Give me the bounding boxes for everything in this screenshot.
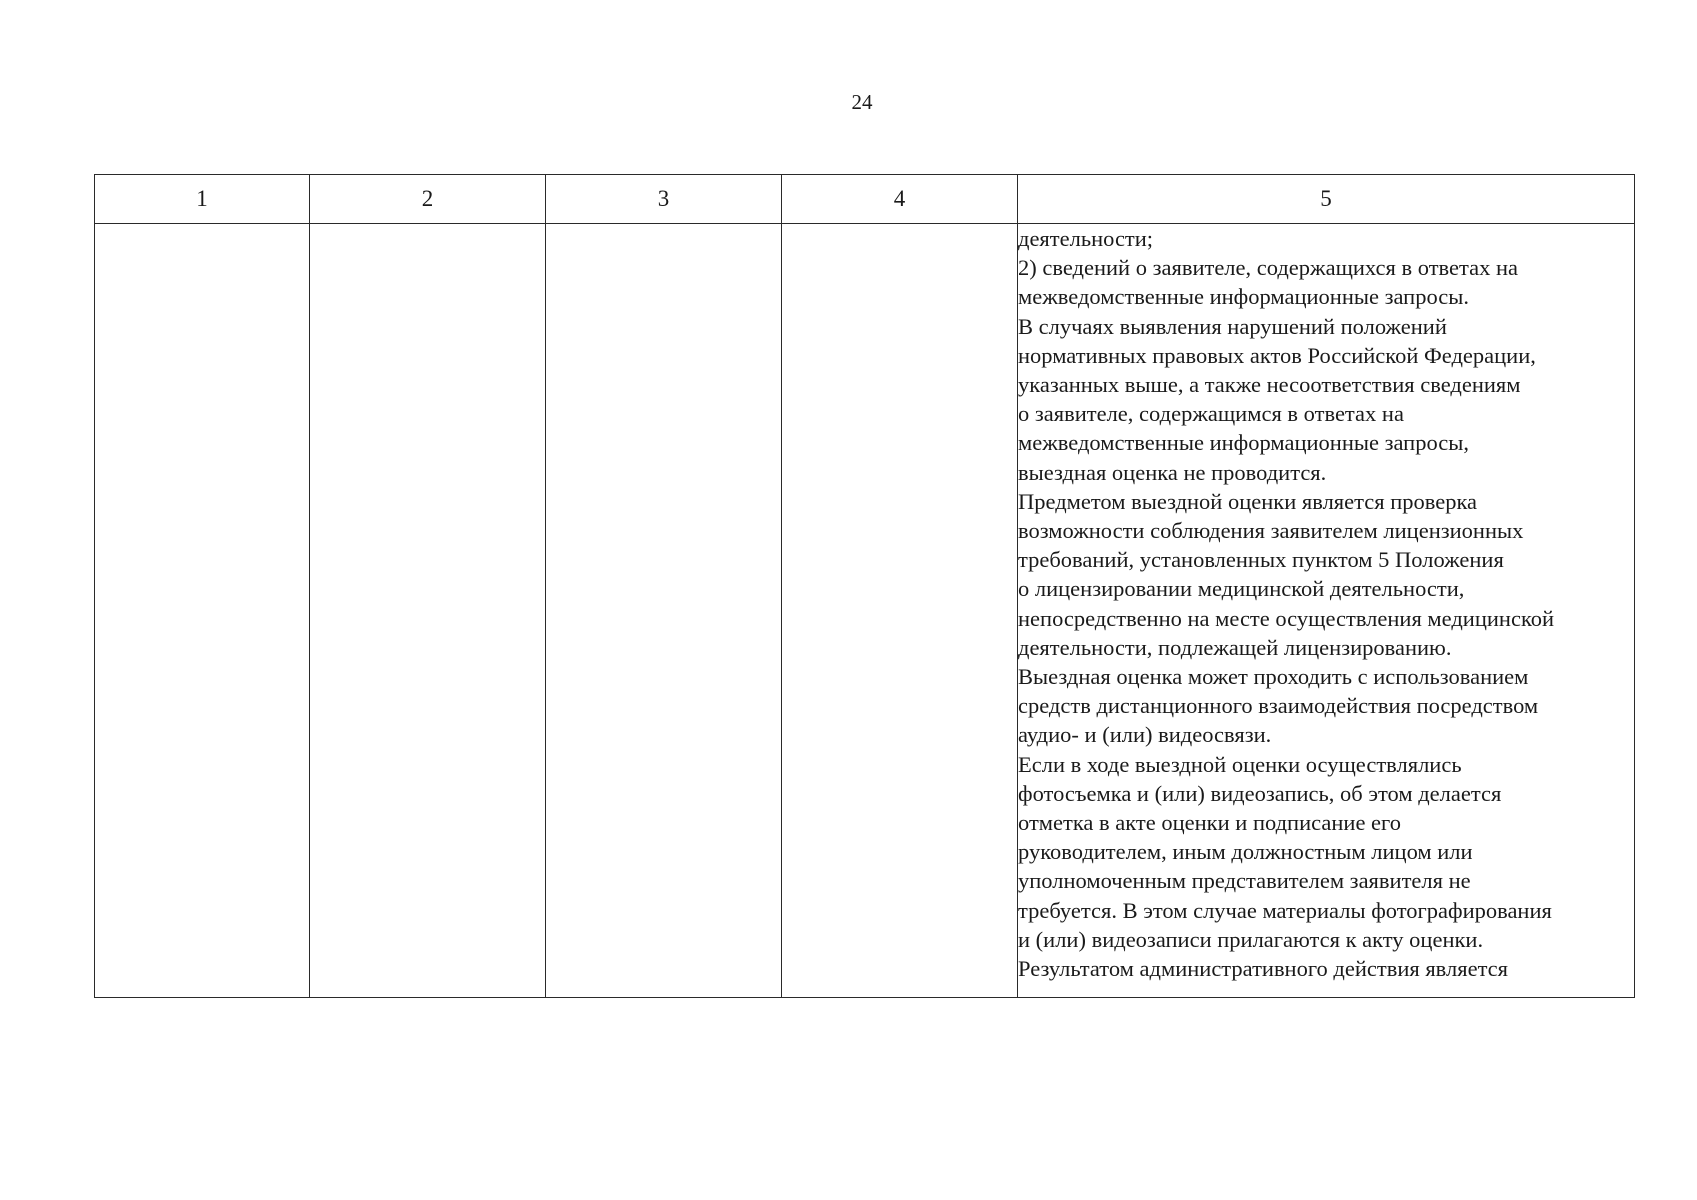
text-line: Выездная оценка может проходить с использованием bbox=[1018, 664, 1529, 690]
cell-column-2 bbox=[310, 224, 546, 998]
cell-column-1 bbox=[95, 224, 310, 998]
text-line: средств дистанционного взаимодействия посредством bbox=[1018, 693, 1539, 719]
text-line: межведомственные информационные запросы. bbox=[1018, 284, 1470, 310]
text-line: возможности соблюдения заявителем лицензионных bbox=[1018, 518, 1524, 544]
text-line: требуется. В этом случае материалы фотографирования bbox=[1018, 897, 1552, 923]
text-line: о лицензировании медицинской деятельности, bbox=[1018, 576, 1465, 602]
text-line: межведомственные информационные запросы, bbox=[1018, 430, 1470, 456]
document-table bbox=[94, 174, 1635, 998]
table-row bbox=[95, 224, 1635, 998]
text-line: фотосъемка и (или) видеозапись, об этом делается bbox=[1018, 780, 1502, 806]
text-line: о заявителе, содержащимся в ответах на bbox=[1018, 401, 1404, 427]
text-line: уполномоченным представителем заявителя не bbox=[1018, 868, 1471, 894]
text-line: выездная оценка не проводится. bbox=[1018, 459, 1327, 485]
text-line: руководителем, иным должностным лицом или bbox=[1018, 839, 1473, 865]
text-line: требований, установленных пунктом 5 Положения bbox=[1018, 547, 1504, 573]
table-header-row bbox=[95, 175, 1635, 224]
text-line: аудио- и (или) видеосвязи. bbox=[1018, 722, 1272, 748]
text-line: 2) сведений о заявителе, содержащихся в ответах на bbox=[1018, 255, 1519, 281]
text-line: и (или) видеозаписи прилагаются к акту оценки. bbox=[1018, 926, 1484, 952]
text-line: Результатом административного действия является bbox=[1018, 956, 1509, 982]
text-line: деятельности, подлежащей лицензированию. bbox=[1018, 634, 1452, 660]
text-line: отметка в акте оценки и подписание его bbox=[1018, 810, 1401, 836]
text-line: указанных выше, а также несоответствия сведениям bbox=[1018, 372, 1521, 398]
text-line: Предметом выездной оценки является проверка bbox=[1018, 488, 1478, 514]
column-header-5: 5 bbox=[1018, 175, 1635, 224]
text-line: Если в ходе выездной оценки осуществлялись bbox=[1018, 751, 1462, 777]
text-line: непосредственно на месте осуществления медицинской bbox=[1018, 605, 1555, 631]
text-line: деятельности; bbox=[1018, 226, 1154, 251]
column-header-1: 1 bbox=[95, 175, 310, 224]
text-line: нормативных правовых актов Российской Федерации, bbox=[1018, 342, 1536, 368]
column-header-4: 4 bbox=[782, 175, 1018, 224]
column-header-2: 2 bbox=[310, 175, 546, 224]
text-line: В случаях выявления нарушений положений bbox=[1018, 313, 1447, 339]
page-number: 24 bbox=[851, 90, 873, 114]
cell-column-3 bbox=[546, 224, 782, 998]
column-header-3: 3 bbox=[546, 175, 782, 224]
cell-column-5 bbox=[1018, 224, 1635, 998]
cell-column-4 bbox=[782, 224, 1018, 998]
